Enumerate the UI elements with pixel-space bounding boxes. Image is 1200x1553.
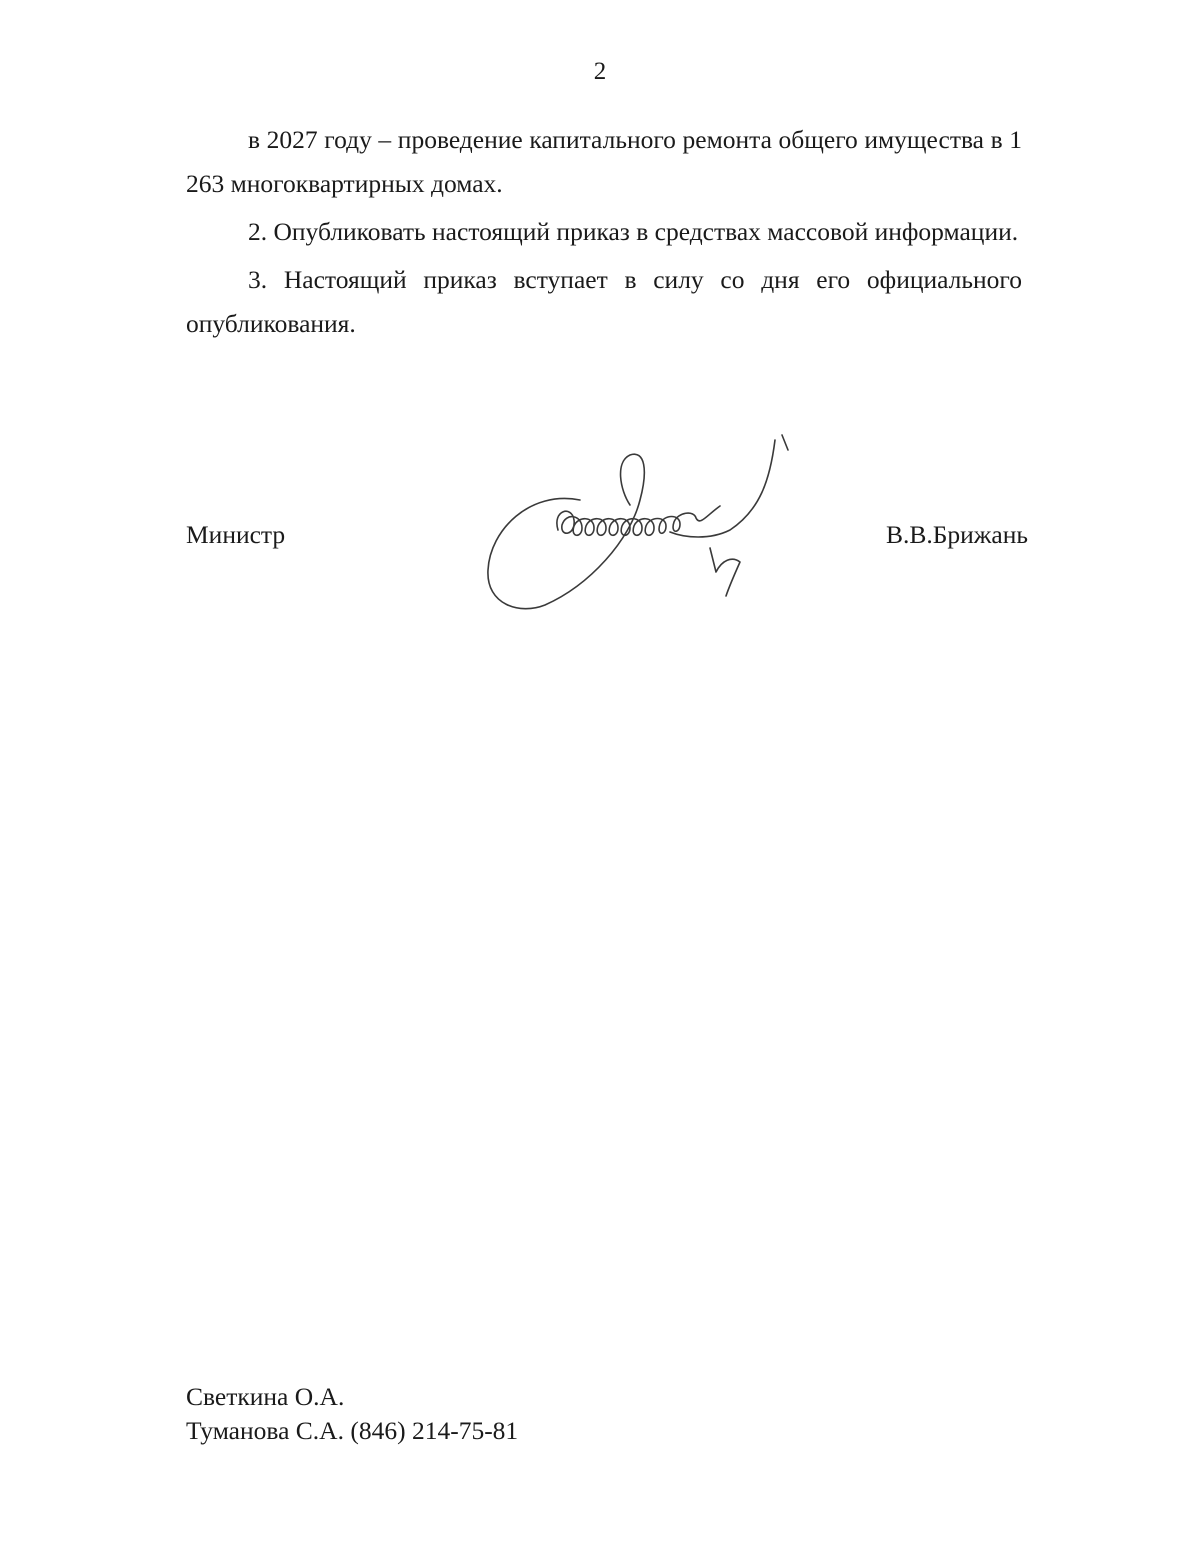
page-number: 2 [593,58,607,85]
executors-list [186,1380,518,1448]
paragraph-effective: 3. Настоящий приказ вступает в силу со дня его официального опубликования. [186,265,1022,338]
executor-2-with-phone: Туманова С.А. (846) 214-75-81 [186,1416,519,1445]
paragraph-publish: 2. Опубликовать настоящий приказ в средствах массовой информации. [248,217,1019,246]
document-body [186,118,1022,346]
handwritten-signature [470,420,800,620]
executor-1: Светкина О.А. [186,1382,345,1411]
paragraph-repair-2027: в 2027 году – проведение капитального ремонта общего имущества в 1 263 многоквартирных домах. [186,125,1022,198]
signatory-name: В.В.Брижань [885,520,1028,549]
signatory-position: Министр [186,520,286,549]
